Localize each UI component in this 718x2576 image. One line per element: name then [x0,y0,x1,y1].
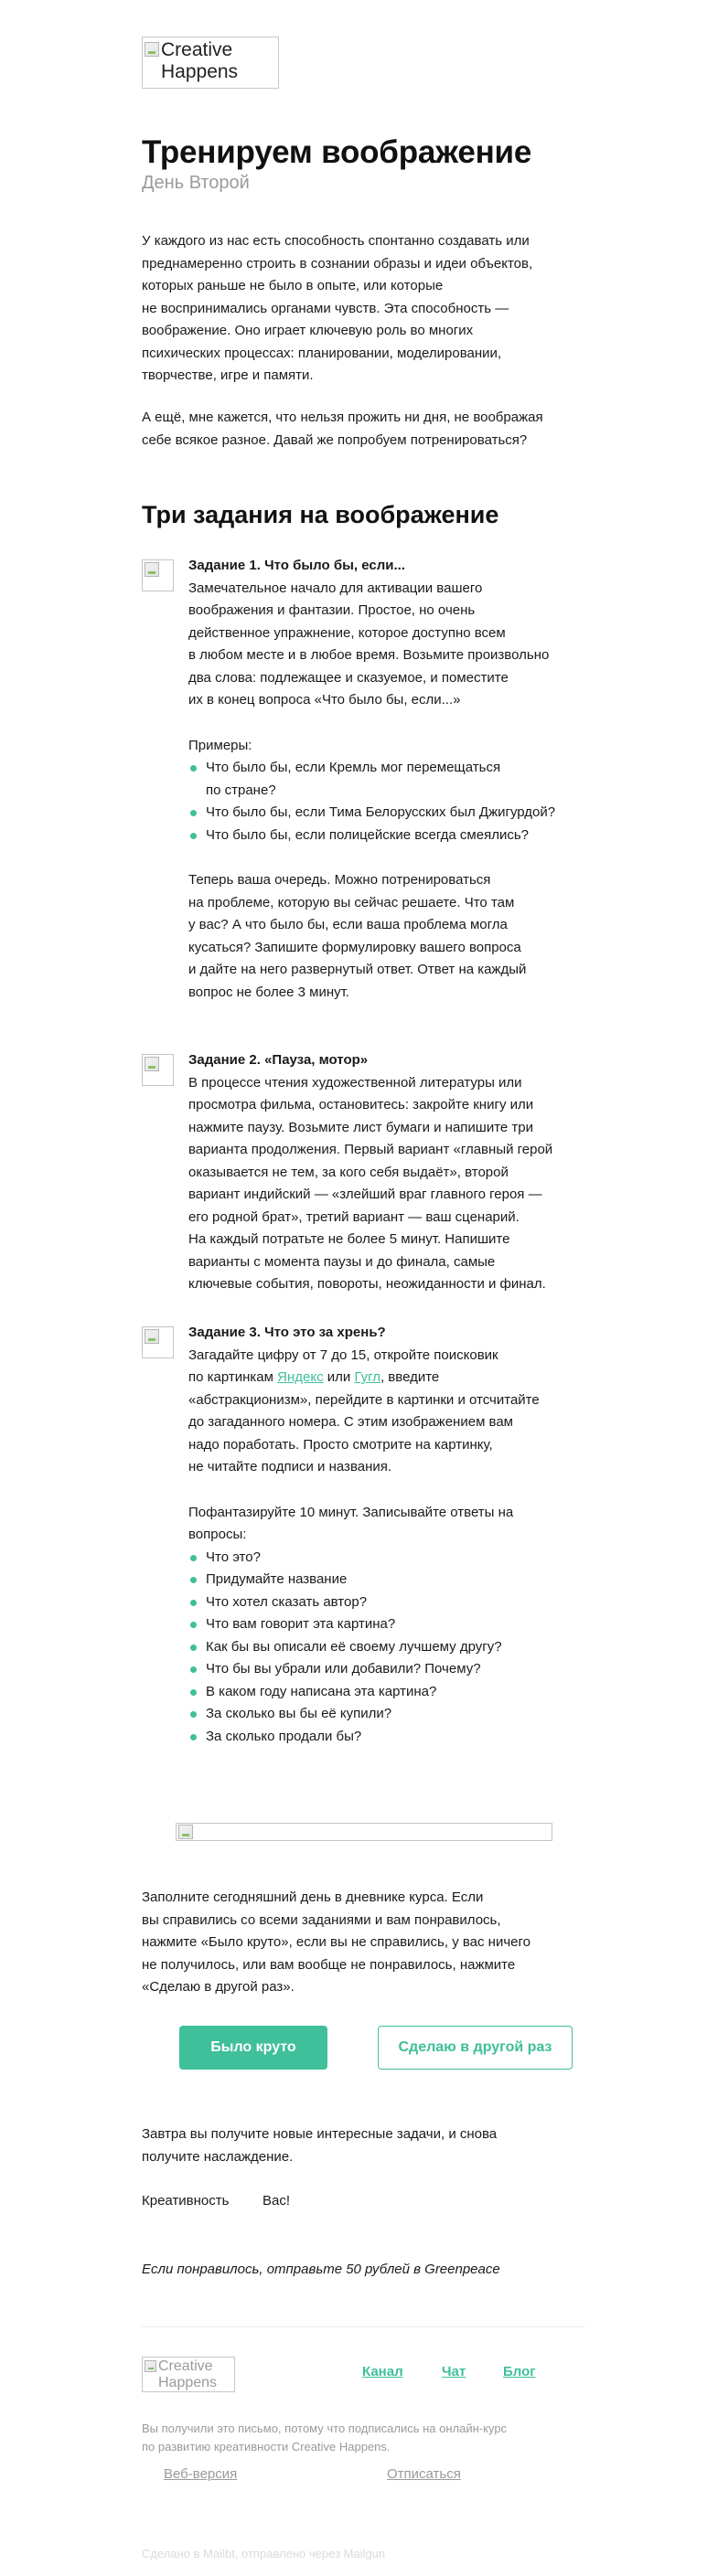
task-3-line: Загадайте цифру от 7 до 15, откройте поисковик [188,1347,498,1363]
note-line: по развитию креативности Creative Happens. [142,2440,391,2454]
footer-logo[interactable] [142,2357,235,2392]
task-2-title: Задание 2. «Пауза, мотор» [188,1052,369,1068]
examples-label: Примеры: [188,737,252,753]
broken-image-icon [145,1329,159,1344]
intro-line: себе всякое разное. Давай же попробуем потренироваться? [142,431,528,448]
page-subtitle: День Второй [142,173,250,193]
broken-image-icon [145,562,159,577]
donate-note: Если понравилось, отправьте 50 рублей в Greenpeace [142,2262,500,2277]
broken-image-icon [145,1057,159,1071]
unsubscribe-link[interactable]: Отписаться [387,2466,461,2482]
section-title: Три задания на воображение [142,501,499,528]
task-2-line: ключевые события, повороты, неожиданности и финал. [188,1276,546,1292]
logo-image [142,37,279,89]
yandex-link[interactable]: Яндекс [277,1369,324,1385]
task-3-line: надо поработать. Просто смотрите на картинку, [188,1436,493,1453]
list-item: Что было бы, если Кремль мог перемещаться по стране? [188,757,591,802]
footer-link-blog[interactable]: Блог [503,2364,536,2379]
task-1-line: их в конец вопроса «Что было бы, если...» [188,692,461,708]
list-item: В каком году написана эта картина? [188,1681,591,1704]
task-1-line: воображения и фантазии. Простое, но очень [188,602,476,618]
list-item: За сколько продали бы? [188,1726,591,1749]
task-1-line: два слова: подлежащее и сказуемое, и поместите [188,669,509,686]
signature-left: Креативность [142,2193,230,2209]
task-3-line: до загаданного номера. С этим изображением вам [188,1414,513,1430]
page-title: Тренируем воображение [142,134,532,170]
diary-line: Заполните сегодняшний день в дневнике курса. Если [142,1889,484,1905]
task-1-line: действенное упражнение, которое доступно всем [188,624,506,641]
list-item: Придумайте название [188,1569,591,1591]
intro-line: психических процессах: планировании, моделировании, [142,345,502,361]
task-1-image [142,559,174,591]
task-2-line: вариант индийский — «злейший враг главного героя — [188,1187,542,1202]
task-2-line: варианты с момента паузы и до финала, самые [188,1253,496,1270]
logo-alt-text: Creative Happens [161,39,239,82]
task-2-line: оказывается не тем, за кого себя выдаёт», второй [188,1164,509,1180]
task-3-line: «абстракционизм», перейдите в картинки и отсчитайте [188,1391,540,1408]
task-1-line: Замечательное начало для активации вашего [188,580,483,596]
task-2-image [142,1054,174,1086]
web-version-link[interactable]: Веб-версия [164,2466,238,2482]
task-1 [188,555,591,1004]
questions-list [188,1547,591,1749]
tomorrow-paragraph [142,2124,572,2168]
google-link[interactable]: Гугл [354,1369,380,1385]
list-item: Что бы вы убрали или добавили? Почему? [188,1658,591,1681]
tomorrow-line: получите наслаждение. [142,2148,294,2165]
task-3-line: вопросы: [188,1527,247,1542]
subscription-note [142,2420,572,2456]
footer-logo-alt: Creative Happens [158,2358,218,2390]
task-2-line: просмотра фильма, остановитесь: закройте книгу или [188,1097,534,1112]
footer-divider [142,2326,585,2327]
footer-link-channel[interactable]: Канал [362,2364,403,2379]
diary-line: не получилось, или вам вообще не понравилось, нажмите [142,1956,516,1973]
task-3-title: Задание 3. Что это за хрень? [188,1325,386,1340]
intro-line: которых раньше не было в опыте, или которые [142,278,444,293]
task-3-line: Пофантазируйте 10 минут. Записывайте ответы на [188,1504,514,1520]
footer-link-chat[interactable]: Чат [442,2364,466,2379]
intro-paragraph-2 [142,407,572,452]
banner-image [176,1823,552,1841]
signature-right: Вас! [263,2193,291,2209]
intro-line: воображение. Оно играет ключевую роль во многих [142,323,474,338]
list-item: Что было бы, если Тима Белорусских был Джигурдой? [188,802,591,825]
task-3-image [142,1326,174,1358]
broken-image-icon [145,42,159,57]
diary-line: «Сделаю в другой раз». [142,1979,295,1995]
task-2-line: варианта продолжения. Первый вариант «главный герой [188,1142,553,1157]
intro-line: не воспринимались органами чувств. Эта способность — [142,300,509,316]
list-item: Что это? [188,1547,591,1570]
task-2 [188,1049,591,1296]
diary-paragraph [142,1887,572,1999]
intro-paragraph [142,230,572,388]
list-item: Что было бы, если полицейские всегда смеялись? [188,825,591,847]
task-3 [188,1322,591,1748]
list-item: Что вам говорит эта картина? [188,1613,591,1636]
task-2-line: В процессе чтения художественной литературы или [188,1074,522,1091]
later-button[interactable]: Сделаю в другой раз [378,2026,573,2070]
intro-line: преднамеренно строить в сознании образы и идеи объектов, [142,255,533,271]
task-3-line: по картинкам Яндекс или Гугл, введите [188,1369,440,1385]
examples-list [188,757,591,846]
intro-line: А ещё, мне кажется, что нельзя прожить ни дня, не воображая [142,410,543,425]
task-1-line: у вас? А что было бы, если ваша проблема могла [188,917,508,932]
done-button[interactable]: Было круто [179,2026,327,2070]
task-2-line: его родной брат», третий вариант — ваш сценарий. [188,1208,520,1225]
made-by-note: Сделано в Mailbt, отправлено через Mailgun [142,2547,386,2560]
task-1-line: кусаться? Запишите формулировку вашего вопроса [188,939,521,955]
intro-line: творчестве, игре и памяти. [142,367,314,383]
task-2-line: нажмите паузу. Возьмите лист бумаги и напишите три [188,1119,533,1135]
diary-line: нажмите «Было круто», если вы не справились, у вас ничего [142,1934,530,1950]
task-1-line: в любом месте и в любое время. Возьмите произвольно [188,647,550,663]
broken-image-icon [145,2360,156,2372]
note-line: Вы получили это письмо, потому что подписались на онлайн-курс [142,2422,508,2435]
task-3-line: не читайте подписи и названия. [188,1459,392,1474]
list-item: Как бы вы описали её своему лучшему другу? [188,1636,591,1659]
task-1-line: на проблеме, которую вы сейчас решаете. Что там [188,894,515,910]
list-item: За сколько вы бы её купили? [188,1703,591,1726]
task-1-line: Теперь ваша очередь. Можно потренироваться [188,872,491,888]
list-item: Что хотел сказать автор? [188,1591,591,1614]
intro-line: У каждого из нас есть способность спонтанно создавать или [142,233,530,249]
task-2-line: На каждый потратьте не более 5 минут. Напишите [188,1231,510,1247]
task-1-title: Задание 1. Что было бы, если... [188,558,405,573]
broken-image-icon [178,1825,193,1839]
task-1-line: вопрос не более 3 минут. [188,984,349,1000]
tomorrow-line: Завтра вы получите новые интересные задачи, и снова [142,2126,498,2142]
task-1-line: и дайте на него развернутый ответ. Ответ на каждый [188,962,527,977]
diary-line: вы справились со всеми заданиями и вам понравилось, [142,1911,501,1928]
